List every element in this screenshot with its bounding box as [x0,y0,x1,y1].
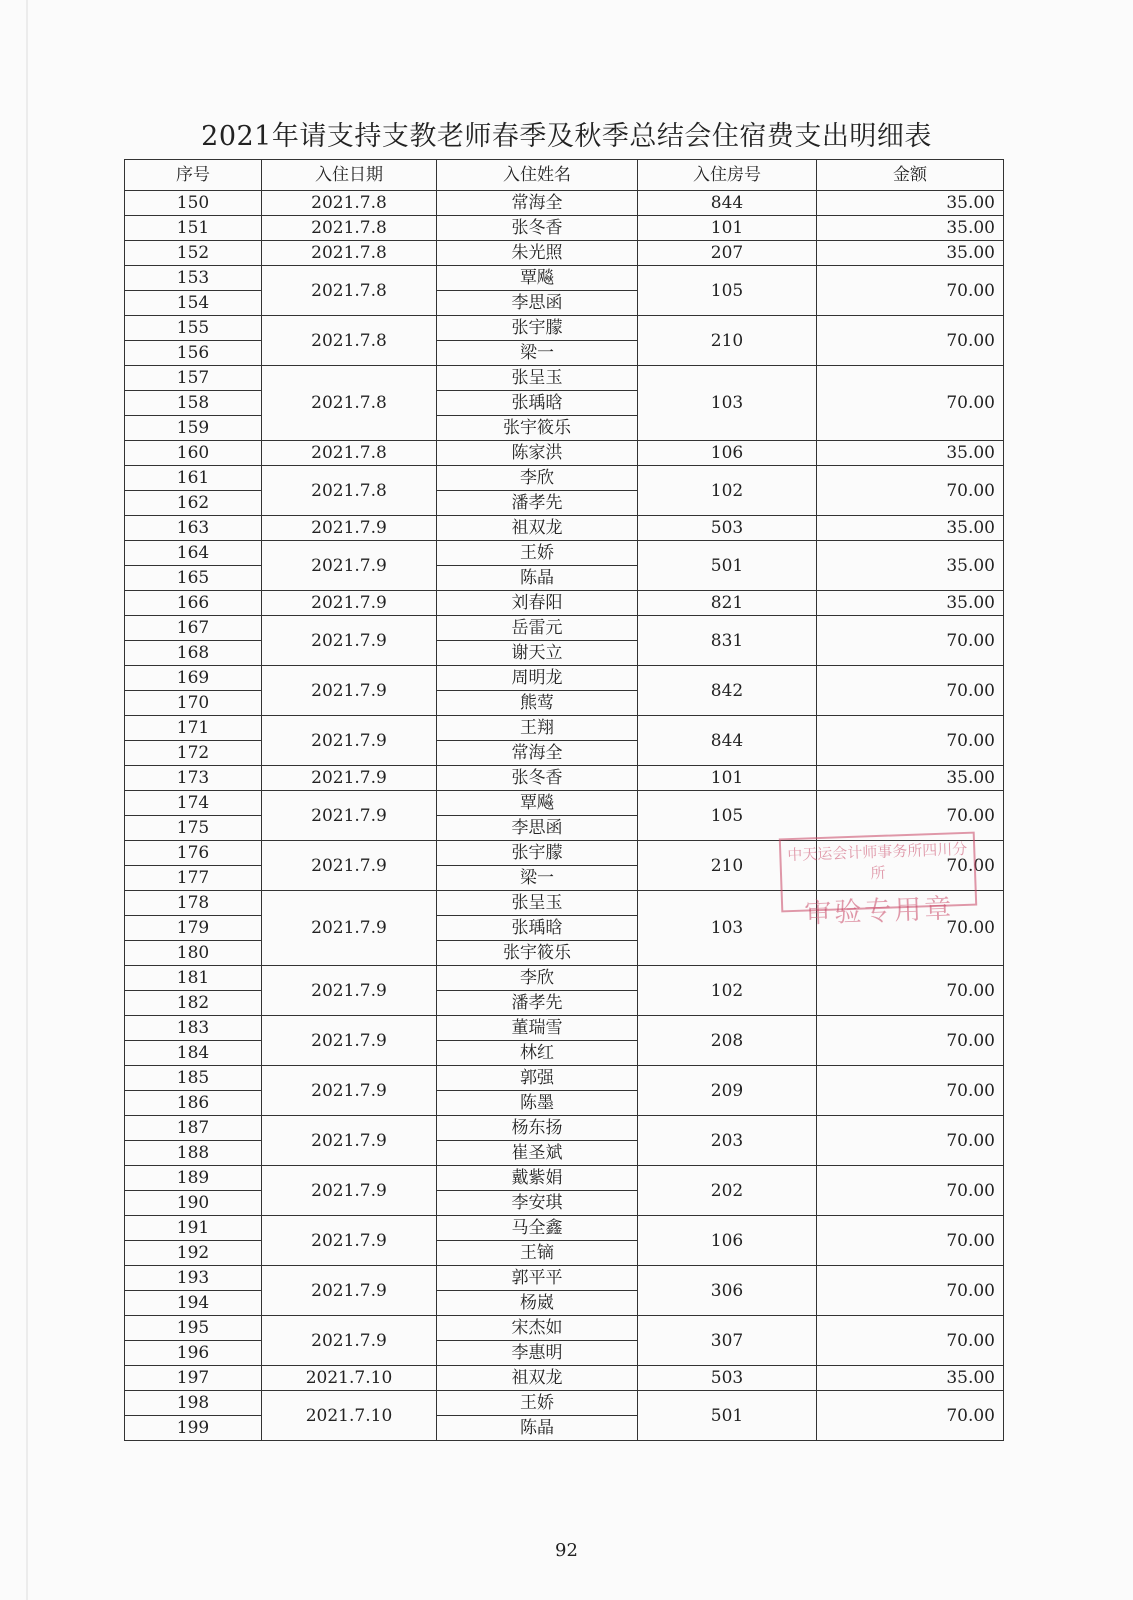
cell-checkin-date: 2021.7.9 [262,716,437,766]
cell-checkin-date: 2021.7.9 [262,666,437,716]
cell-guest-name: 李欣 [437,466,638,491]
cell-seq: 190 [125,1191,262,1216]
cell-seq: 193 [125,1266,262,1291]
cell-seq: 173 [125,766,262,791]
cell-guest-name: 林红 [437,1041,638,1066]
cell-seq: 154 [125,291,262,316]
cell-guest-name: 常海全 [437,741,638,766]
table-row [125,441,1004,466]
cell-checkin-date: 2021.7.9 [262,841,437,891]
cell-guest-name: 潘孝先 [437,491,638,516]
cell-amount: 70.00 [817,1266,1004,1316]
table-row [125,1066,1004,1091]
cell-guest-name: 李欣 [437,966,638,991]
cell-seq: 196 [125,1341,262,1366]
table-row [125,1316,1004,1341]
cell-guest-name: 张宇朦 [437,316,638,341]
cell-amount: 70.00 [817,266,1004,316]
cell-room-number: 106 [638,1216,817,1266]
table-row [125,891,1004,916]
cell-guest-name: 李思函 [437,291,638,316]
cell-guest-name: 常海全 [437,191,638,216]
scan-edge-line [26,0,28,1600]
cell-guest-name: 李惠明 [437,1341,638,1366]
table-row [125,241,1004,266]
cell-guest-name: 岳雷元 [437,616,638,641]
lodging-expense-table [124,159,1004,1441]
cell-seq: 155 [125,316,262,341]
table-row [125,466,1004,491]
cell-guest-name: 杨崴 [437,1291,638,1316]
cell-amount: 35.00 [817,191,1004,216]
cell-checkin-date: 2021.7.10 [262,1366,437,1391]
cell-seq: 188 [125,1141,262,1166]
table-row [125,1266,1004,1291]
cell-seq: 160 [125,441,262,466]
cell-room-number: 103 [638,366,817,441]
cell-guest-name: 祖双龙 [437,1366,638,1391]
cell-room-number: 102 [638,466,817,516]
cell-seq: 152 [125,241,262,266]
cell-seq: 192 [125,1241,262,1266]
cell-amount: 70.00 [817,1066,1004,1116]
table-row [125,216,1004,241]
table-row [125,616,1004,641]
cell-seq: 171 [125,716,262,741]
cell-room-number: 210 [638,316,817,366]
cell-amount: 70.00 [817,1116,1004,1166]
cell-seq: 194 [125,1291,262,1316]
cell-guest-name: 张瑀晗 [437,916,638,941]
cell-guest-name: 郭平平 [437,1266,638,1291]
cell-guest-name: 王翔 [437,716,638,741]
cell-checkin-date: 2021.7.9 [262,1316,437,1366]
cell-checkin-date: 2021.7.9 [262,1166,437,1216]
cell-amount: 70.00 [817,841,1004,891]
cell-guest-name: 马全鑫 [437,1216,638,1241]
cell-seq: 195 [125,1316,262,1341]
cell-room-number: 501 [638,541,817,591]
cell-guest-name: 张瑀晗 [437,391,638,416]
cell-amount: 70.00 [817,716,1004,766]
cell-seq: 150 [125,191,262,216]
cell-guest-name: 覃飚 [437,791,638,816]
cell-guest-name: 张宇筱乐 [437,416,638,441]
table-row [125,1016,1004,1041]
cell-guest-name: 张呈玉 [437,366,638,391]
cell-seq: 164 [125,541,262,566]
table-row [125,266,1004,291]
cell-seq: 158 [125,391,262,416]
cell-room-number: 105 [638,266,817,316]
cell-seq: 191 [125,1216,262,1241]
table-row [125,841,1004,866]
cell-guest-name: 谢天立 [437,641,638,666]
cell-seq: 157 [125,366,262,391]
cell-seq: 153 [125,266,262,291]
cell-seq: 199 [125,1416,262,1441]
cell-seq: 163 [125,516,262,541]
cell-room-number: 501 [638,1391,817,1441]
cell-amount: 70.00 [817,1391,1004,1441]
cell-seq: 177 [125,866,262,891]
cell-room-number: 844 [638,191,817,216]
cell-checkin-date: 2021.7.9 [262,591,437,616]
column-header-amount: 金额 [817,160,1004,191]
cell-seq: 179 [125,916,262,941]
cell-seq: 170 [125,691,262,716]
cell-guest-name: 陈墨 [437,1091,638,1116]
cell-guest-name: 覃飚 [437,266,638,291]
cell-room-number: 307 [638,1316,817,1366]
cell-guest-name: 李思函 [437,816,638,841]
cell-guest-name: 崔圣斌 [437,1141,638,1166]
cell-seq: 184 [125,1041,262,1066]
cell-room-number: 831 [638,616,817,666]
cell-checkin-date: 2021.7.8 [262,216,437,241]
cell-amount: 70.00 [817,666,1004,716]
cell-seq: 162 [125,491,262,516]
cell-seq: 161 [125,466,262,491]
cell-checkin-date: 2021.7.8 [262,316,437,366]
cell-seq: 176 [125,841,262,866]
cell-seq: 182 [125,991,262,1016]
cell-room-number: 103 [638,891,817,966]
cell-seq: 168 [125,641,262,666]
cell-guest-name: 梁一 [437,341,638,366]
cell-amount: 35.00 [817,216,1004,241]
cell-guest-name: 张宇筱乐 [437,941,638,966]
table-row [125,666,1004,691]
cell-checkin-date: 2021.7.9 [262,1216,437,1266]
document-title: 2021年请支持支教老师春季及秋季总结会住宿费支出明细表 [201,121,932,152]
cell-amount: 70.00 [817,966,1004,1016]
cell-guest-name: 朱光照 [437,241,638,266]
cell-seq: 156 [125,341,262,366]
cell-room-number: 203 [638,1116,817,1166]
cell-guest-name: 李安琪 [437,1191,638,1216]
cell-seq: 198 [125,1391,262,1416]
cell-seq: 169 [125,666,262,691]
cell-guest-name: 熊莺 [437,691,638,716]
cell-room-number: 101 [638,216,817,241]
cell-checkin-date: 2021.7.9 [262,891,437,966]
cell-amount: 35.00 [817,1366,1004,1391]
cell-checkin-date: 2021.7.9 [262,766,437,791]
cell-amount: 70.00 [817,1166,1004,1216]
cell-guest-name: 张冬香 [437,216,638,241]
cell-guest-name: 潘孝先 [437,991,638,1016]
table-row [125,1391,1004,1416]
cell-checkin-date: 2021.7.8 [262,441,437,466]
table-row [125,541,1004,566]
cell-checkin-date: 2021.7.9 [262,541,437,591]
cell-guest-name: 宋杰如 [437,1316,638,1341]
cell-checkin-date: 2021.7.8 [262,466,437,516]
cell-guest-name: 陈家洪 [437,441,638,466]
cell-seq: 189 [125,1166,262,1191]
table-row [125,516,1004,541]
cell-guest-name: 祖双龙 [437,516,638,541]
cell-checkin-date: 2021.7.8 [262,191,437,216]
cell-amount: 70.00 [817,1016,1004,1066]
cell-seq: 172 [125,741,262,766]
page-number: 92 [555,1540,578,1561]
cell-amount: 70.00 [817,891,1004,966]
cell-guest-name: 董瑞雪 [437,1016,638,1041]
cell-seq: 185 [125,1066,262,1091]
cell-seq: 151 [125,216,262,241]
cell-guest-name: 王娇 [437,541,638,566]
table-row [125,1366,1004,1391]
cell-room-number: 102 [638,966,817,1016]
cell-room-number: 503 [638,1366,817,1391]
table-row [125,1216,1004,1241]
cell-seq: 181 [125,966,262,991]
cell-guest-name: 戴紫娟 [437,1166,638,1191]
cell-amount: 70.00 [817,466,1004,516]
column-header-date: 入住日期 [262,160,437,191]
cell-seq: 159 [125,416,262,441]
cell-amount: 35.00 [817,441,1004,466]
table-row [125,366,1004,391]
table-row [125,1166,1004,1191]
cell-guest-name: 梁一 [437,866,638,891]
cell-checkin-date: 2021.7.8 [262,241,437,266]
cell-checkin-date: 2021.7.9 [262,616,437,666]
cell-guest-name: 王娇 [437,1391,638,1416]
cell-room-number: 202 [638,1166,817,1216]
cell-guest-name: 张呈玉 [437,891,638,916]
cell-guest-name: 杨东扬 [437,1116,638,1141]
table-row [125,316,1004,341]
cell-room-number: 842 [638,666,817,716]
cell-amount: 70.00 [817,1316,1004,1366]
cell-seq: 165 [125,566,262,591]
cell-room-number: 105 [638,791,817,841]
cell-seq: 180 [125,941,262,966]
cell-guest-name: 郭强 [437,1066,638,1091]
cell-checkin-date: 2021.7.9 [262,1016,437,1066]
cell-checkin-date: 2021.7.8 [262,366,437,441]
cell-checkin-date: 2021.7.9 [262,1116,437,1166]
cell-room-number: 844 [638,716,817,766]
stamp-firm-text: 中天运会计师事务所四川分所 [787,839,968,883]
cell-seq: 187 [125,1116,262,1141]
cell-room-number: 209 [638,1066,817,1116]
cell-room-number: 101 [638,766,817,791]
cell-guest-name: 王镝 [437,1241,638,1266]
cell-checkin-date: 2021.7.9 [262,791,437,841]
table-row [125,791,1004,816]
table-body [125,191,1004,1441]
table-row [125,766,1004,791]
column-header-room: 入住房号 [638,160,817,191]
cell-seq: 175 [125,816,262,841]
cell-room-number: 503 [638,516,817,541]
cell-checkin-date: 2021.7.9 [262,1266,437,1316]
cell-amount: 70.00 [817,1216,1004,1266]
cell-amount: 35.00 [817,766,1004,791]
column-header-name: 入住姓名 [437,160,638,191]
cell-checkin-date: 2021.7.9 [262,966,437,1016]
column-header-seq: 序号 [125,160,262,191]
stamp-purpose-text: 审验专用章 [803,893,955,930]
cell-checkin-date: 2021.7.10 [262,1391,437,1441]
cell-room-number: 208 [638,1016,817,1066]
cell-amount: 70.00 [817,616,1004,666]
cell-room-number: 207 [638,241,817,266]
table-row [125,191,1004,216]
cell-guest-name: 陈晶 [437,1416,638,1441]
cell-checkin-date: 2021.7.9 [262,516,437,541]
cell-guest-name: 张冬香 [437,766,638,791]
cell-seq: 197 [125,1366,262,1391]
cell-amount: 35.00 [817,591,1004,616]
table-row [125,1116,1004,1141]
cell-guest-name: 陈晶 [437,566,638,591]
table-row [125,716,1004,741]
table-row [125,591,1004,616]
cell-guest-name: 周明龙 [437,666,638,691]
cell-checkin-date: 2021.7.8 [262,266,437,316]
cell-guest-name: 张宇朦 [437,841,638,866]
cell-amount: 35.00 [817,541,1004,591]
cell-room-number: 306 [638,1266,817,1316]
cell-amount: 70.00 [817,316,1004,366]
cell-seq: 166 [125,591,262,616]
cell-seq: 167 [125,616,262,641]
cell-seq: 174 [125,791,262,816]
table-row [125,966,1004,991]
cell-amount: 70.00 [817,791,1004,841]
cell-room-number: 106 [638,441,817,466]
cell-guest-name: 刘春阳 [437,591,638,616]
cell-room-number: 821 [638,591,817,616]
cell-amount: 70.00 [817,366,1004,441]
cell-amount: 35.00 [817,516,1004,541]
cell-seq: 178 [125,891,262,916]
table-header-row [125,160,1004,191]
cell-amount: 35.00 [817,241,1004,266]
cell-seq: 183 [125,1016,262,1041]
cell-room-number: 210 [638,841,817,891]
cell-seq: 186 [125,1091,262,1116]
cell-checkin-date: 2021.7.9 [262,1066,437,1116]
